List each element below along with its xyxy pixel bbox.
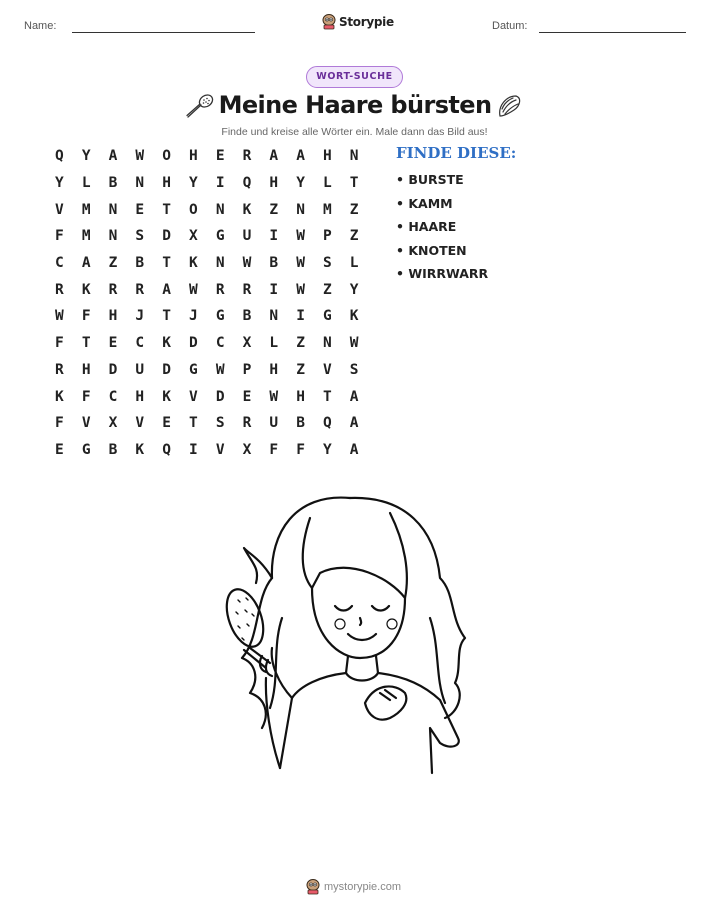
grid-letter[interactable]: A	[349, 415, 359, 432]
grid-letter[interactable]: F	[55, 228, 64, 245]
word-search-grid[interactable]	[46, 143, 368, 463]
grid-letter[interactable]: N	[323, 335, 332, 352]
grid-letter[interactable]: W	[242, 255, 252, 272]
grid-letter[interactable]: N	[108, 201, 118, 218]
grid-letter[interactable]: H	[81, 361, 91, 378]
grid-letter[interactable]: D	[108, 361, 118, 378]
grid-letter[interactable]: N	[296, 201, 305, 218]
grid-letter[interactable]: G	[81, 441, 91, 458]
grid-letter[interactable]: X	[189, 228, 198, 245]
grid-letter[interactable]: F	[81, 308, 91, 325]
grid-letter[interactable]: R	[242, 281, 252, 298]
page-title: Meine Haare bürsten	[218, 91, 492, 119]
grid-letter[interactable]: J	[135, 308, 145, 325]
grid-letter[interactable]: H	[269, 361, 279, 378]
grid-letter[interactable]: R	[135, 281, 145, 298]
grid-letter[interactable]: G	[215, 308, 225, 325]
grid-letter[interactable]: C	[215, 335, 225, 352]
grid-letter[interactable]: X	[108, 415, 118, 432]
grid-letter[interactable]: A	[108, 148, 118, 165]
girl-brushing-hair-illustration[interactable]	[200, 488, 510, 778]
word-list	[396, 171, 488, 289]
grid-letter[interactable]: A	[81, 255, 91, 272]
grid-letter[interactable]: H	[269, 175, 279, 192]
grid-letter[interactable]: D	[162, 361, 171, 378]
grid-letter[interactable]: Y	[189, 175, 198, 192]
grid-letter[interactable]: A	[349, 441, 359, 458]
grid-letter[interactable]: T	[349, 175, 359, 192]
grid-letter[interactable]: O	[162, 148, 171, 165]
grid-letter[interactable]: C	[108, 388, 118, 405]
grid-letter[interactable]: K	[189, 255, 198, 272]
grid-letter[interactable]: T	[162, 255, 171, 272]
grid-letter[interactable]: W	[296, 281, 305, 298]
grid-letter[interactable]: Q	[323, 415, 332, 432]
grid-letter[interactable]: E	[162, 415, 171, 432]
grid-letter[interactable]: A	[162, 281, 171, 298]
grid-letter[interactable]: A	[269, 148, 279, 165]
grid-letter[interactable]: S	[215, 415, 225, 432]
grid-letter[interactable]: G	[323, 308, 332, 325]
grid-letter[interactable]: Y	[81, 148, 91, 165]
grid-letter[interactable]: Y	[55, 175, 64, 192]
grid-letter[interactable]: H	[108, 308, 118, 325]
grid-letter[interactable]: V	[215, 441, 225, 458]
footer	[306, 879, 401, 895]
grid-letter[interactable]: W	[269, 388, 279, 405]
date-line[interactable]	[539, 32, 686, 33]
grid-letter[interactable]: U	[269, 415, 279, 432]
storypie-mascot-icon	[322, 14, 336, 30]
instructions: Finde und kreise alle Wörter ein. Male dann das Bild aus!	[221, 126, 488, 138]
grid-letter[interactable]: F	[269, 441, 279, 458]
grid-letter[interactable]: G	[215, 228, 225, 245]
grid-letter[interactable]: M	[81, 228, 91, 245]
grid-letter[interactable]: H	[135, 388, 145, 405]
grid-letter[interactable]: S	[323, 255, 332, 272]
grid-letter[interactable]: K	[135, 441, 145, 458]
grid-letter[interactable]: I	[189, 441, 198, 458]
grid-letter[interactable]: L	[81, 175, 91, 192]
grid-letter[interactable]: I	[215, 175, 225, 192]
name-line[interactable]	[72, 32, 255, 33]
grid-letter[interactable]: N	[108, 228, 118, 245]
grid-letter[interactable]: H	[296, 388, 305, 405]
grid-letter[interactable]: T	[162, 201, 171, 218]
grid-letter[interactable]: E	[242, 388, 252, 405]
grid-letter[interactable]: Q	[162, 441, 171, 458]
word-item: • KNOTEN	[396, 242, 467, 258]
grid-letter[interactable]: M	[81, 201, 91, 218]
grid-letter[interactable]: R	[55, 361, 64, 378]
grid-letter[interactable]: D	[189, 335, 198, 352]
name-label: Name:	[24, 20, 57, 32]
grid-letter[interactable]: B	[296, 415, 305, 432]
grid-letter[interactable]: L	[349, 255, 359, 272]
grid-letter[interactable]: N	[215, 201, 225, 218]
grid-letter[interactable]: H	[323, 148, 332, 165]
grid-letter[interactable]: Z	[108, 255, 118, 272]
grid-letter[interactable]: D	[162, 228, 171, 245]
grid-letter[interactable]: B	[135, 255, 145, 272]
grid-letter[interactable]: V	[55, 201, 64, 218]
grid-letter[interactable]: S	[135, 228, 145, 245]
word-item: • HAARE	[396, 219, 457, 234]
grid-letter[interactable]: M	[323, 201, 332, 218]
hair-curl-icon	[494, 92, 524, 120]
grid-letter[interactable]: T	[162, 308, 171, 325]
grid-letter[interactable]: W	[215, 361, 225, 378]
grid-letter[interactable]: O	[189, 201, 198, 218]
grid-letter[interactable]: Z	[323, 281, 332, 298]
grid-letter[interactable]: Z	[296, 335, 305, 352]
grid-letter[interactable]: Y	[323, 441, 332, 458]
grid-letter[interactable]: A	[349, 388, 359, 405]
grid-letter[interactable]: R	[215, 281, 225, 298]
grid-letter[interactable]: R	[55, 281, 64, 298]
grid-letter[interactable]: B	[108, 441, 118, 458]
grid-letter[interactable]: K	[162, 335, 171, 352]
grid-letter[interactable]: T	[189, 415, 198, 432]
grid-letter[interactable]: F	[55, 415, 64, 432]
grid-letter[interactable]: B	[108, 175, 118, 192]
grid-letter[interactable]: S	[349, 361, 359, 378]
grid-letter[interactable]: C	[135, 335, 145, 352]
grid-letter[interactable]: F	[296, 441, 305, 458]
grid-letter[interactable]: N	[135, 175, 145, 192]
grid-letter[interactable]: V	[323, 361, 332, 378]
grid-letter[interactable]: V	[135, 415, 145, 432]
grid-letter[interactable]: E	[135, 201, 145, 218]
grid-letter[interactable]: F	[81, 388, 91, 405]
grid-letter[interactable]: K	[55, 388, 64, 405]
grid-letter[interactable]: J	[189, 308, 198, 325]
grid-letter[interactable]: B	[242, 308, 252, 325]
date-label: Datum:	[492, 20, 528, 32]
grid-letter[interactable]: V	[189, 388, 198, 405]
grid-letter[interactable]: Q	[55, 148, 64, 165]
grid-letter[interactable]: L	[269, 335, 279, 352]
grid-letter[interactable]: H	[189, 148, 198, 165]
grid-letter[interactable]: Q	[242, 175, 252, 192]
grid-letter[interactable]: T	[81, 335, 91, 352]
grid-letter[interactable]: T	[323, 388, 332, 405]
grid-letter[interactable]: E	[215, 148, 225, 165]
storypie-mascot-icon	[306, 879, 320, 895]
grid-letter[interactable]: R	[242, 415, 252, 432]
brand-name: Storypie	[339, 15, 394, 29]
grid-letter[interactable]: K	[242, 201, 252, 218]
grid-letter[interactable]: U	[242, 228, 252, 245]
grid-letter[interactable]: C	[55, 255, 64, 272]
footer-url[interactable]: mystorypie.com	[324, 881, 402, 893]
grid-letter[interactable]: N	[215, 255, 225, 272]
grid-letter[interactable]: I	[296, 308, 305, 325]
grid-letter[interactable]: R	[242, 148, 252, 165]
grid-letter[interactable]: N	[349, 148, 359, 165]
category-badge: WORT-SUCHE	[306, 66, 403, 88]
grid-letter[interactable]: W	[135, 148, 145, 165]
grid-letter[interactable]: K	[349, 308, 359, 325]
word-list-heading: FINDE DIESE:	[396, 144, 517, 162]
grid-letter[interactable]: D	[215, 388, 225, 405]
grid-letter[interactable]: U	[135, 361, 145, 378]
grid-letter[interactable]: K	[81, 281, 91, 298]
grid-letter[interactable]: Z	[269, 201, 279, 218]
grid-letter[interactable]: Y	[296, 175, 305, 192]
grid-letter[interactable]: Z	[296, 361, 305, 378]
grid-letter[interactable]: X	[242, 441, 252, 458]
grid-letter[interactable]: G	[189, 361, 198, 378]
grid-letter[interactable]: W	[296, 255, 305, 272]
grid-letter[interactable]: W	[55, 308, 64, 325]
word-item: • BURSTE	[396, 172, 464, 187]
grid-letter[interactable]: K	[162, 388, 171, 405]
grid-letter[interactable]: F	[55, 335, 64, 352]
grid-letter[interactable]: X	[242, 335, 252, 352]
grid-letter[interactable]: B	[269, 255, 279, 272]
word-item: • KAMM	[396, 195, 453, 211]
grid-letter[interactable]: Z	[349, 228, 359, 245]
grid-letter[interactable]: W	[189, 281, 198, 298]
grid-letter[interactable]: E	[108, 335, 118, 352]
grid-letter[interactable]: W	[296, 228, 305, 245]
grid-letter[interactable]: Y	[349, 281, 359, 298]
grid-letter[interactable]: R	[108, 281, 118, 298]
grid-letter[interactable]: P	[242, 361, 252, 378]
grid-letter[interactable]: L	[323, 175, 332, 192]
word-item: • WIRRWARR	[396, 266, 489, 281]
grid-letter[interactable]: P	[323, 228, 332, 245]
grid-letter[interactable]: E	[55, 441, 64, 458]
grid-letter[interactable]: N	[269, 308, 279, 325]
grid-letter[interactable]: A	[296, 148, 305, 165]
grid-letter[interactable]: V	[81, 415, 91, 432]
grid-letter[interactable]: W	[349, 335, 359, 352]
grid-letter[interactable]: Z	[349, 201, 359, 218]
brand-logo	[322, 14, 394, 30]
grid-letter[interactable]: I	[269, 281, 279, 298]
grid-letter[interactable]: I	[269, 228, 279, 245]
grid-letter[interactable]: H	[162, 175, 171, 192]
